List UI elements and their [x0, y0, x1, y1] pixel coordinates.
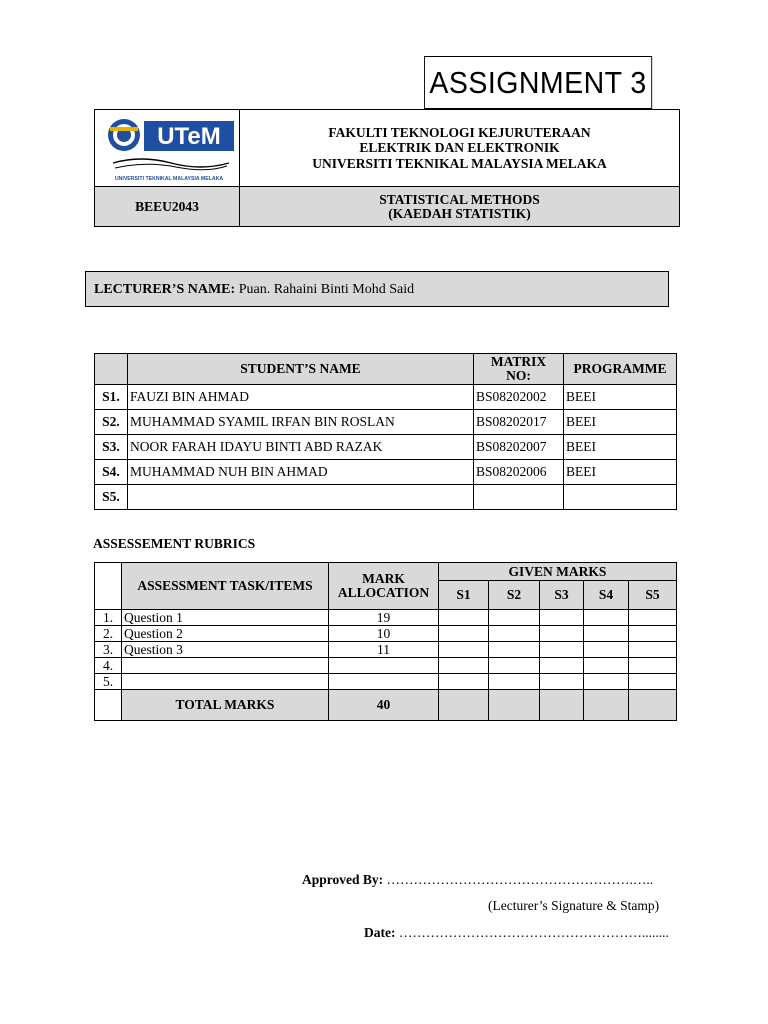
- rubric-header-task: ASSESSMENT TASK/ITEMS: [122, 563, 329, 610]
- rubric-header-s3: S3: [540, 581, 584, 610]
- lecturer-label: LECTURER’S NAME:: [94, 282, 236, 297]
- header-blank: [95, 354, 128, 385]
- student-name: FAUZI BIN AHMAD: [128, 385, 474, 410]
- logo-cell: [95, 110, 240, 187]
- total-s5: [629, 690, 677, 721]
- student-name: NOOR FARAH IDAYU BINTI ABD RAZAK: [128, 435, 474, 460]
- logo-text: UTeM: [157, 123, 221, 150]
- header-matrix-line-1: MATRIX: [490, 354, 547, 369]
- rubric-s4: [584, 626, 629, 642]
- assignment-title: ASSIGNMENT 3: [424, 56, 652, 109]
- rubric-task: Question 1: [122, 610, 329, 626]
- rubric-mark: 11: [329, 642, 439, 658]
- student-name: MUHAMMAD SYAMIL IRFAN BIN ROSLAN: [128, 410, 474, 435]
- student-matrix: BS08202007: [474, 435, 564, 460]
- lecturer-box: [85, 271, 669, 307]
- rubric-no: 1.: [95, 610, 122, 626]
- rubric-s1: [439, 658, 489, 674]
- rubric-no: 2.: [95, 626, 122, 642]
- rubric-header-s2: S2: [489, 581, 540, 610]
- student-id: S2.: [95, 410, 128, 435]
- rubrics-table: [94, 562, 677, 721]
- course-name-line-2: (KAEDAH STATISTIK): [388, 205, 531, 221]
- student-row: [95, 485, 677, 510]
- total-label: TOTAL MARKS: [122, 690, 329, 721]
- rubric-s5: [629, 674, 677, 690]
- student-matrix: BS08202006: [474, 460, 564, 485]
- student-matrix: BS08202002: [474, 385, 564, 410]
- rubric-row: [95, 610, 677, 626]
- logo-caption: UNIVERSITI TEKNIKAL MALAYSIA MELAKA: [114, 176, 224, 182]
- total-s2: [489, 690, 540, 721]
- student-matrix: [474, 485, 564, 510]
- header-matrix-line-2: NO:: [506, 368, 531, 383]
- rubric-s2: [489, 658, 540, 674]
- total-blank: [95, 690, 122, 721]
- rubric-header-s5: S5: [629, 581, 677, 610]
- total-value: 40: [329, 690, 439, 721]
- rubric-task: Question 2: [122, 626, 329, 642]
- rubric-s2: [489, 610, 540, 626]
- signature-note: (Lecturer’s Signature & Stamp): [488, 898, 660, 913]
- rubric-s2: [489, 674, 540, 690]
- faculty-line-3: UNIVERSITI TEKNIKAL MALAYSIA MELAKA: [312, 155, 607, 171]
- rubric-mark: [329, 658, 439, 674]
- rubric-s3: [540, 610, 584, 626]
- course-name-cell: [240, 187, 680, 227]
- rubric-row: [95, 626, 677, 642]
- student-id: S5.: [95, 485, 128, 510]
- rubric-mark: 10: [329, 626, 439, 642]
- date-label: Date:: [364, 925, 396, 940]
- rubric-header-mark: [329, 563, 439, 610]
- approved-dots: ……………………………………………….…..: [386, 872, 654, 887]
- rubric-s2: [489, 642, 540, 658]
- rubric-row: [95, 642, 677, 658]
- student-programme: BEEI: [564, 435, 677, 460]
- approved-label: Approved By:: [302, 872, 384, 887]
- student-id: S4.: [95, 460, 128, 485]
- student-row: [95, 410, 677, 435]
- rubric-header-blank: [95, 563, 122, 610]
- rubric-s5: [629, 642, 677, 658]
- header-matrix: [474, 354, 564, 385]
- rubric-s3: [540, 658, 584, 674]
- header-programme: PROGRAMME: [564, 354, 677, 385]
- student-matrix: BS08202017: [474, 410, 564, 435]
- student-programme: BEEI: [564, 410, 677, 435]
- students-table: [94, 353, 677, 510]
- utem-logo: [101, 113, 235, 183]
- rubric-s4: [584, 642, 629, 658]
- rubric-task: Question 3: [122, 642, 329, 658]
- rubric-task: [122, 674, 329, 690]
- faculty-line-1: FAKULTI TEKNOLOGI KEJURUTERAAN: [328, 124, 591, 140]
- rubric-s1: [439, 610, 489, 626]
- approved-line: [302, 872, 653, 888]
- rubric-no: 5.: [95, 674, 122, 690]
- header-student-name: STUDENT’S NAME: [128, 354, 474, 385]
- rubric-no: 4.: [95, 658, 122, 674]
- rubric-s1: [439, 626, 489, 642]
- student-row: [95, 385, 677, 410]
- student-programme: BEEI: [564, 460, 677, 485]
- rubric-s3: [540, 674, 584, 690]
- rubric-row: [95, 658, 677, 674]
- total-s1: [439, 690, 489, 721]
- rubric-header-mark-line-2: ALLOCATION: [337, 585, 430, 600]
- rubrics-title: ASSESSEMENT RUBRICS: [93, 536, 256, 551]
- rubric-s5: [629, 610, 677, 626]
- rubric-header-given: GIVEN MARKS: [439, 563, 677, 581]
- student-row: [95, 460, 677, 485]
- rubric-header-s4: S4: [584, 581, 629, 610]
- student-name: MUHAMMAD NUH BIN AHMAD: [128, 460, 474, 485]
- student-id: S3.: [95, 435, 128, 460]
- rubric-header-mark-line-1: MARK: [362, 571, 405, 586]
- student-name: [128, 485, 474, 510]
- faculty-cell: [240, 110, 680, 187]
- student-programme: [564, 485, 677, 510]
- rubric-task: [122, 658, 329, 674]
- lecturer-name: Puan. Rahaini Binti Mohd Said: [238, 282, 415, 297]
- rubric-row: [95, 674, 677, 690]
- date-dots: ………………………………………………........: [398, 925, 669, 940]
- course-code: BEEU2043: [95, 187, 240, 227]
- rubric-s2: [489, 626, 540, 642]
- rubric-s5: [629, 658, 677, 674]
- course-name-line-1: STATISTICAL METHODS: [379, 191, 540, 207]
- rubric-mark: [329, 674, 439, 690]
- student-row: [95, 435, 677, 460]
- rubric-s4: [584, 658, 629, 674]
- rubric-s1: [439, 674, 489, 690]
- rubric-s1: [439, 642, 489, 658]
- rubric-header-s1: S1: [439, 581, 489, 610]
- rubric-no: 3.: [95, 642, 122, 658]
- student-programme: BEEI: [564, 385, 677, 410]
- rubric-s4: [584, 610, 629, 626]
- total-s3: [540, 690, 584, 721]
- total-s4: [584, 690, 629, 721]
- rubric-s5: [629, 626, 677, 642]
- rubric-mark: 19: [329, 610, 439, 626]
- rubric-s3: [540, 642, 584, 658]
- rubric-s4: [584, 674, 629, 690]
- date-line: [364, 925, 669, 941]
- student-id: S1.: [95, 385, 128, 410]
- faculty-line-2: ELEKTRIK DAN ELEKTRONIK: [359, 140, 560, 156]
- rubric-s3: [540, 626, 584, 642]
- course-header-table: [94, 109, 680, 227]
